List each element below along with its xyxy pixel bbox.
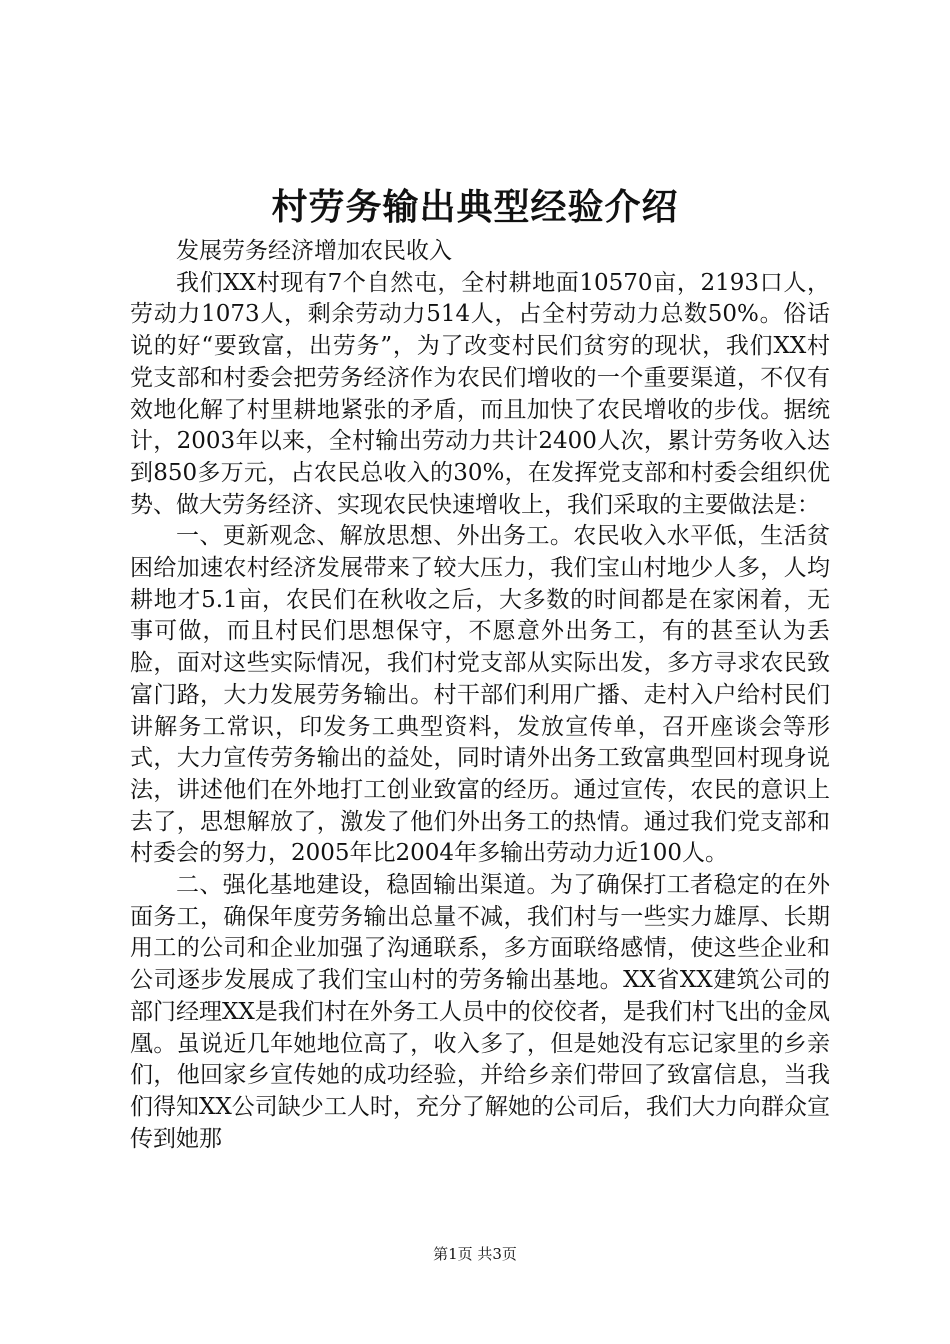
- document-title: 村劳务输出典型经验介绍: [271, 186, 679, 228]
- body-paragraph: 我们XX村现有7个自然屯，全村耕地面10570亩，2193口人，劳动力1073人，剩余劳动力514人，占全村劳动力总数50%。俗话说的好“要致富，出劳务”，为了改变村民们贫穷的现状，我们XX村党支部和村委会把劳务经济作为农民们增收的一个重要渠道，不仅有效地化解了村里耕地紧张的矛盾，而且加快了农民增收的步伐。据统计，2003年以来，全村输出劳动力共计2400人次，累计劳务收入达到850多万元，占农民总收入的30%，在发挥党支部和村委会组织优势、做大劳务经济、实现农民快速增收上，我们采取的主要做法是：: [130, 269, 830, 518]
- page-number-footer: 第1页 共3页: [433, 1245, 517, 1263]
- body-paragraph: 一、更新观念、解放思想、外出务工。农民收入水平低，生活贫困给加速农村经济发展带来了较大压力，我们宝山村地少人多，人均耕地才5.1亩，农民们在秋收之后，大多数的时间都是在家闲着，无事可做，而且村民们思想保守，不愿意外出务工，有的甚至认为丢脸，面对这些实际情况，我们村党支部从实际出发，多方寻求农民致富门路，大力发展劳务输出。村干部们利用广播、走村入户给村民们讲解务工常识，印发务工典型资料，发放宣传单，召开座谈会等形式，大力宣传劳务输出的益处，同时请外出务工致富典型回村现身说法，讲述他们在外地打工创业致富的经历。通过宣传，农民的意识上去了，思想解放了，激发了他们外出务工的热情。通过我们党支部和村委会的努力，2005年比2004年多输出劳动力近100人。: [130, 523, 830, 867]
- subtitle-paragraph: 发展劳务经济增加农民收入: [176, 238, 452, 264]
- document-body: [130, 236, 830, 1155]
- body-paragraph: 二、强化基地建设，稳固输出渠道。为了确保打工者稳定的在外面务工，确保年度劳务输出总量不减，我们村与一些实力雄厚、长期用工的公司和企业加强了沟通联系，多方面联络感情，使这些企业和公司逐步发展成了我们宝山村的劳务输出基地。XX省XX建筑公司的部门经理XX是我们村在外务工人员中的佼佼者，是我们村飞出的金凤凰。虽说近几年她地位高了，收入多了，但是她没有忘记家里的乡亲们，他回家乡宣传她的成功经验，并给乡亲们带回了致富信息，当我们得知XX公司缺少工人时，充分了解她的公司后，我们大力向群众宣传到她那: [130, 872, 830, 1152]
